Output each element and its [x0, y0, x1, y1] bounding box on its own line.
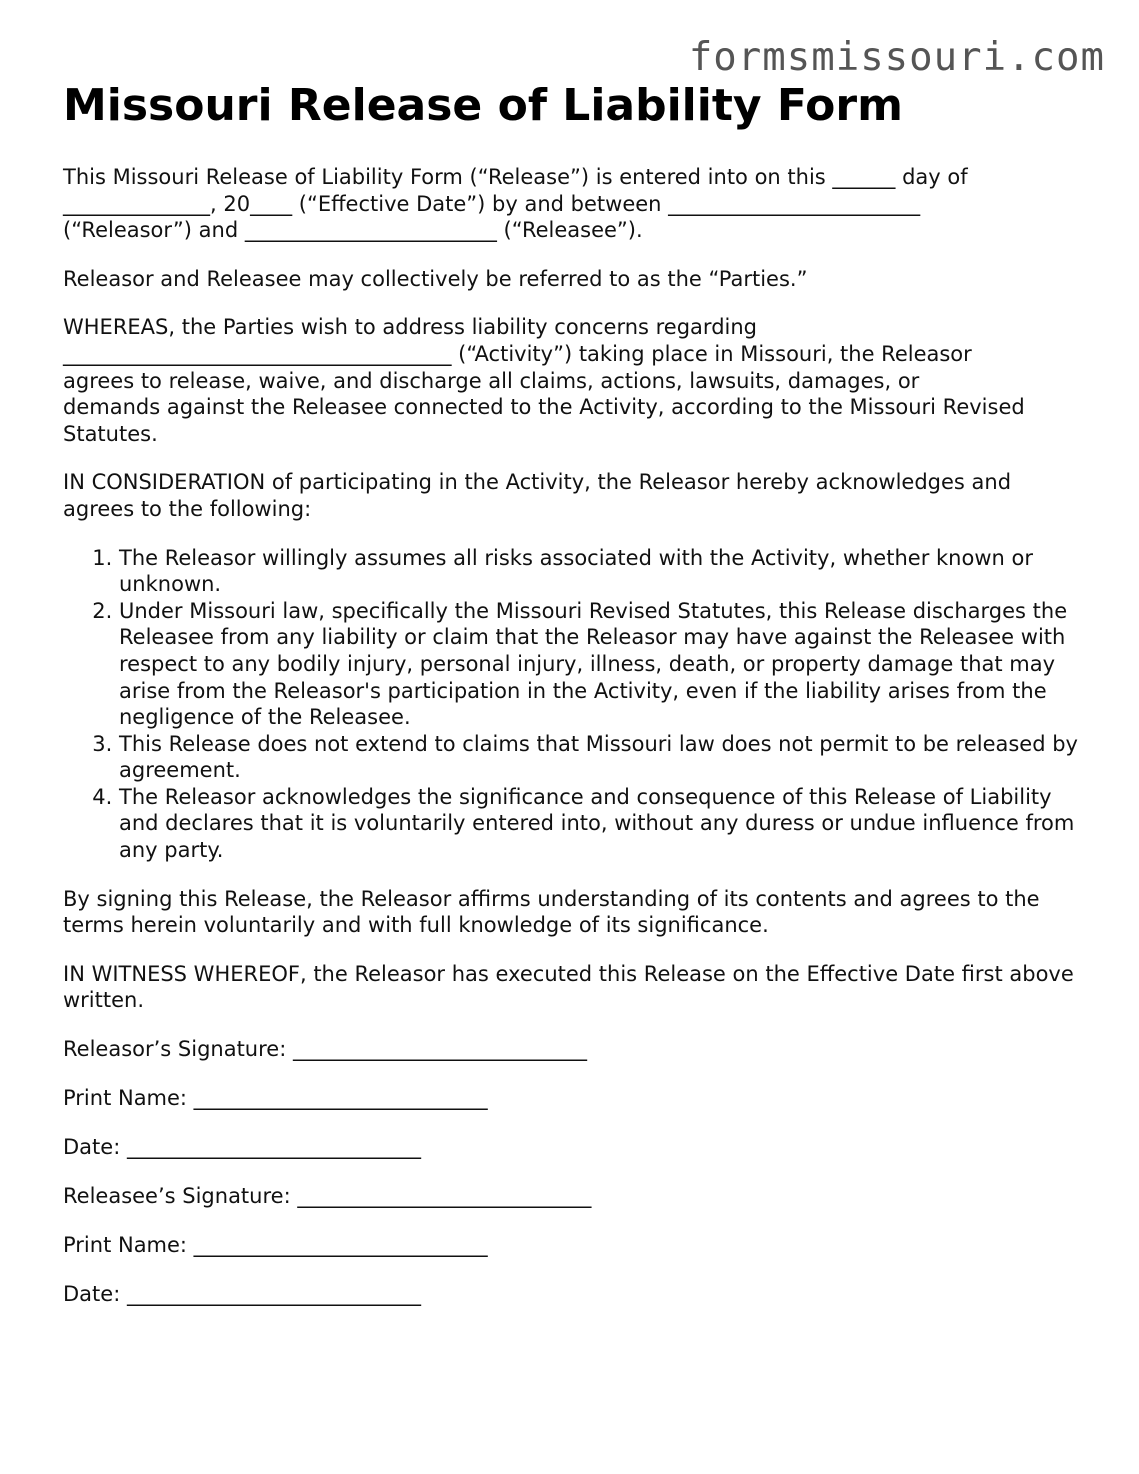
whereas-line-5: Statutes.	[63, 421, 158, 446]
parties-paragraph: Releasor and Releasee may collectively be referred to as the “Parties.”	[63, 266, 808, 291]
document-body	[63, 164, 1083, 1330]
intro-line-3: (“Releasor”) and ________________________ (“Releasee”).	[63, 218, 643, 243]
list-item: 1. The Releasor willingly assumes all risks associated with the Activity, whether known or unknown.	[119, 545, 1083, 598]
consideration-paragraph: IN CONSIDERATION of participating in the Activity, the Releasor hereby acknowledges and agrees to the following:	[63, 470, 1012, 521]
releasor-print-name-field[interactable]: Print Name: ____________________________	[63, 1086, 488, 1111]
releasor-signature-field[interactable]: Releasor’s Signature: ____________________________	[63, 1037, 587, 1062]
witness-paragraph: IN WITNESS WHEREOF, the Releasor has executed this Release on the Effective Date first above written.	[63, 961, 1074, 1013]
whereas-line-2: _____________________________________ (“Activity”) taking place in Missouri, the Releasor	[63, 341, 972, 366]
releasor-date-field[interactable]: Date: ____________________________	[63, 1135, 421, 1159]
list-item: 2. Under Missouri law, specifically the Missouri Revised Statutes, this Release discharges the Releasee from any liability or claim that the Releasor may have against the Releasee with respect to any bodily injury, personal injury, illness, death, or property damage that may arise from the Releasor's participation in the Activity, even if the liability arises from the negligence of the Releasee.	[119, 598, 1083, 731]
whereas-line-1: WHEREAS, the Parties wish to address liability concerns regarding	[63, 315, 757, 340]
document-title: Missouri Release of Liability Form	[63, 80, 903, 131]
intro-line-2: ______________, 20____ (“Effective Date”) by and between ________________________	[63, 191, 921, 216]
intro-paragraph	[63, 164, 1083, 244]
releasee-signature-field[interactable]: Releasee’s Signature: ____________________________	[63, 1183, 592, 1208]
whereas-line-3: agrees to release, waive, and discharge all claims, actions, lawsuits, damages, or	[63, 368, 920, 393]
whereas-paragraph	[63, 314, 1083, 447]
releasee-date-field[interactable]: Date: ____________________________	[63, 1281, 421, 1306]
releasee-print-name-field[interactable]: Print Name: ____________________________	[63, 1232, 488, 1257]
list-item: 4. The Releasor acknowledges the significance and consequence of this Release of Liability and declares that it is voluntarily entered into, without any duress or undue influence from any party.	[119, 784, 1083, 864]
affirmation-paragraph: By signing this Release, the Releasor affirms understanding of its contents and agrees to the terms herein voluntarily and with full knowledge of its significance.	[63, 886, 1040, 938]
terms-list	[63, 545, 1083, 864]
list-item: 3. This Release does not extend to claims that Missouri law does not permit to be released by agreement.	[119, 731, 1083, 784]
whereas-line-4: demands against the Releasee connected to the Activity, according to the Missouri Revised	[63, 395, 1025, 420]
intro-line-1: This Missouri Release of Liability Form (“Release”) is entered into on this ______ day of	[63, 165, 968, 189]
watermark-site-name: formsmissouri.com	[688, 35, 1105, 80]
